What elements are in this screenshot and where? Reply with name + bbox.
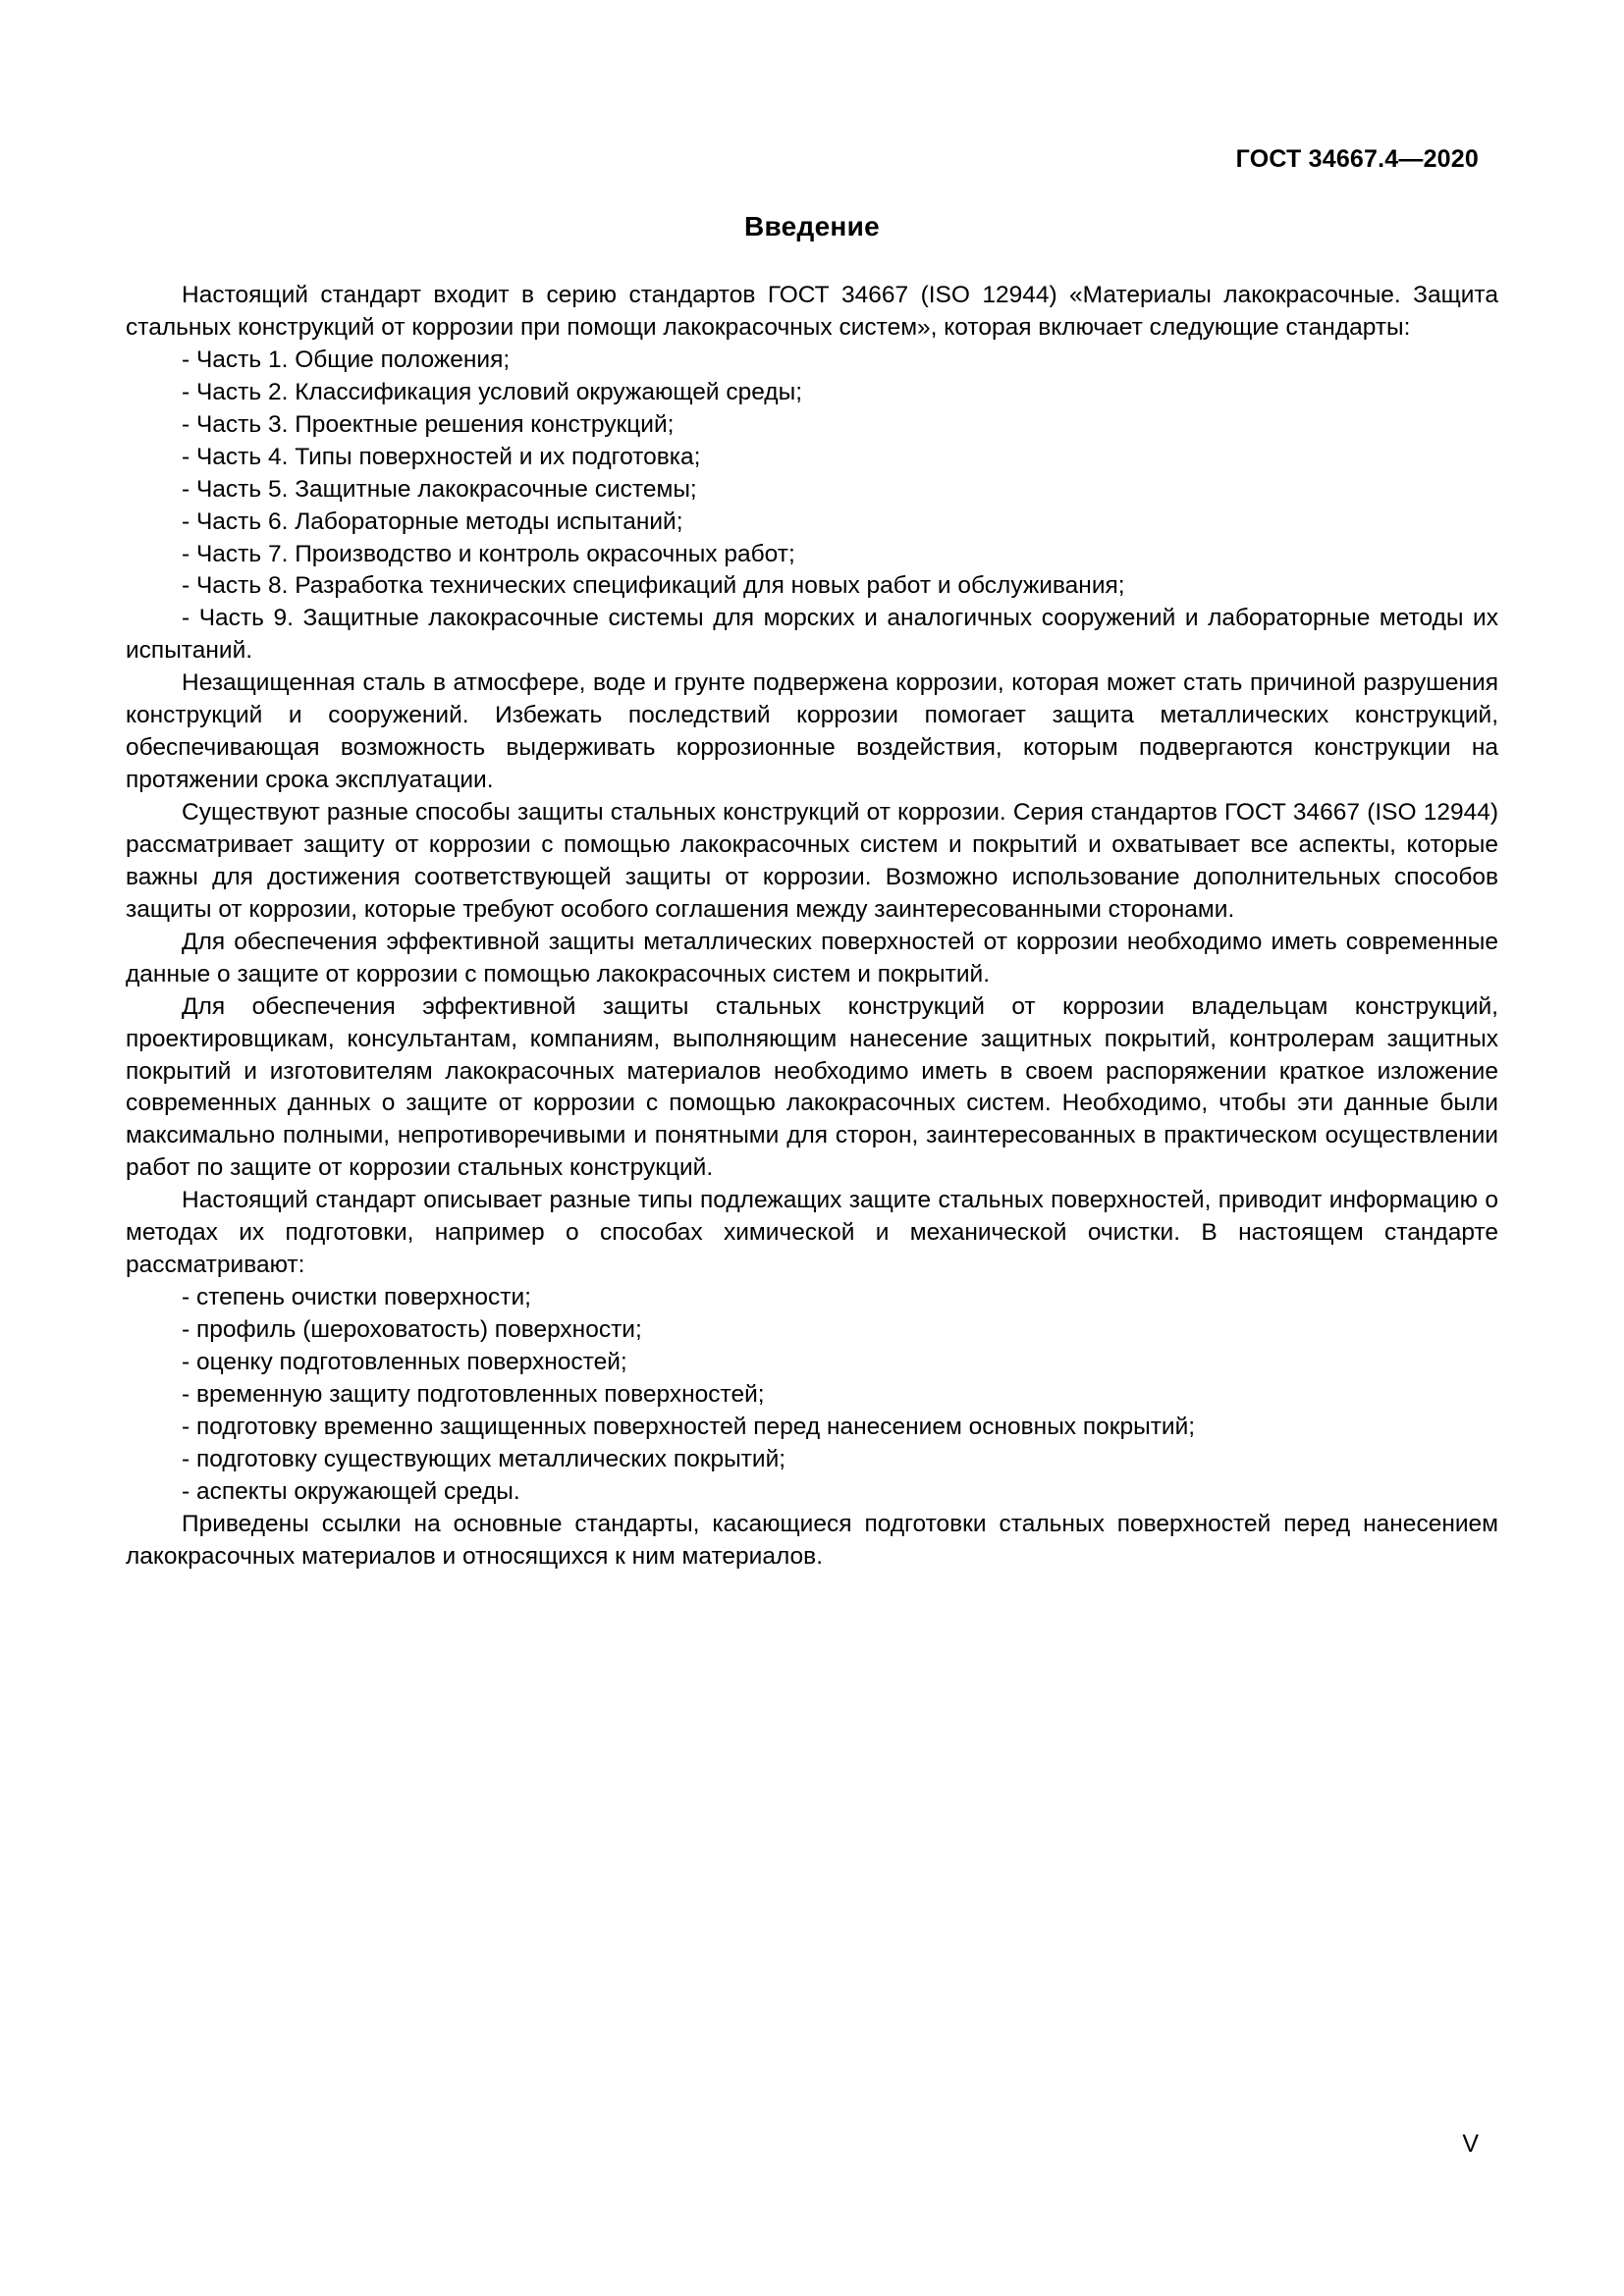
list-item: - степень очистки поверхности; [182, 1284, 531, 1311]
closing-paragraph: Приведены ссылки на основные стандарты, касающиеся подготовки стальных поверхностей перед нанесением лакокрасочных материалов и относящихся к ним материалов. [126, 1510, 1498, 1570]
list-item: - Часть 5. Защитные лакокрасочные системы; [182, 475, 697, 503]
list-item: - оценку подготовленных поверхностей; [182, 1348, 627, 1375]
list-item: - Часть 8. Разработка технических спецификаций для новых работ и обслуживания; [182, 572, 1125, 600]
list-item: - временную защиту подготовленных поверхностей; [182, 1380, 765, 1408]
list-item: - Часть 9. Защитные лакокрасочные системы для морских и аналогичных сооружений и лабораторные методы их испытаний. [126, 605, 1498, 665]
list-item: - профиль (шероховатость) поверхности; [182, 1316, 642, 1343]
body-paragraph-4: Для обеспечения эффективной защиты стальных конструкций от коррозии владельцам конструкций, проектировщикам, консультантам, компаниям, выполняющим нанесение защитных покрытий, контролерам защитных покрытий и изготовителям лакокрасочных материалов необходимо иметь в своем распоряжении краткое изложение современных данных о защите от коррозии с помощью лакокрасочных систем. Необходимо, чтобы эти данные были максимально полными, непротиворечивыми и понятными для сторон, заинтересованных в практическом осуществлении работ по защите от коррозии стальных конструкций. [126, 992, 1498, 1182]
topics-list [126, 1282, 1498, 1509]
list-item: - Часть 7. Производство и контроль окрасочных работ; [182, 540, 795, 567]
document-content [126, 211, 1498, 1574]
page-number: V [1462, 2130, 1479, 2158]
body-paragraph-5: Настоящий стандарт описывает разные типы подлежащих защите стальных поверхностей, приводит информацию о методах их подготовки, например о способах химической и механической очистки. В настоящем стандарте рассматривают: [126, 1187, 1498, 1279]
list-item: - Часть 3. Проектные решения конструкций; [182, 410, 675, 438]
body-paragraph-2: Существуют разные способы защиты стальных конструкций от коррозии. Серия стандартов ГОСТ 34667 (ISO 12944) рассматривает защиту от коррозии с помощью лакокрасочных систем и покрытий и охватывает все аспекты, которые важны для достижения соответствующей защиты от коррозии. Возможно использование дополнительных способов защиты от коррозии, которые требуют особого соглашения между заинтересованными сторонами. [126, 799, 1498, 923]
list-item: - подготовку существующих металлических покрытий; [182, 1445, 786, 1472]
list-item: - аспекты окружающей среды. [182, 1477, 520, 1505]
page-header-standard-number: ГОСТ 34667.4—2020 [1235, 145, 1479, 173]
list-item: - подготовку временно защищенных поверхностей перед нанесением основных покрытий; [182, 1413, 1196, 1440]
list-item: - Часть 1. Общие положения; [182, 346, 511, 373]
page-title: Введение [743, 211, 881, 241]
list-item: - Часть 4. Типы поверхностей и их подготовка; [182, 443, 701, 470]
list-item: - Часть 6. Лабораторные методы испытаний; [182, 507, 683, 535]
body-paragraph-1: Незащищенная сталь в атмосфере, воде и грунте подвержена коррозии, которая может стать причиной разрушения конструкций и сооружений. Избежать последствий коррозии помогает защита металлических конструкций, обеспечивающая возможность выдерживать коррозионные воздействия, которым подвергаются конструкции на протяжении срока эксплуатации. [126, 669, 1498, 794]
list-item: - Часть 2. Классификация условий окружающей среды; [182, 378, 802, 405]
intro-paragraph: Настоящий стандарт входит в серию стандартов ГОСТ 34667 (ISO 12944) «Материалы лакокрасочные. Защита стальных конструкций от коррозии при помощи лакокрасочных систем», которая включает следующие стандарты: [126, 282, 1498, 341]
body-paragraph-3: Для обеспечения эффективной защиты металлических поверхностей от коррозии необходимо иметь современные данные о защите от коррозии с помощью лакокрасочных систем и покрытий. [126, 928, 1498, 988]
parts-list [126, 345, 1498, 667]
